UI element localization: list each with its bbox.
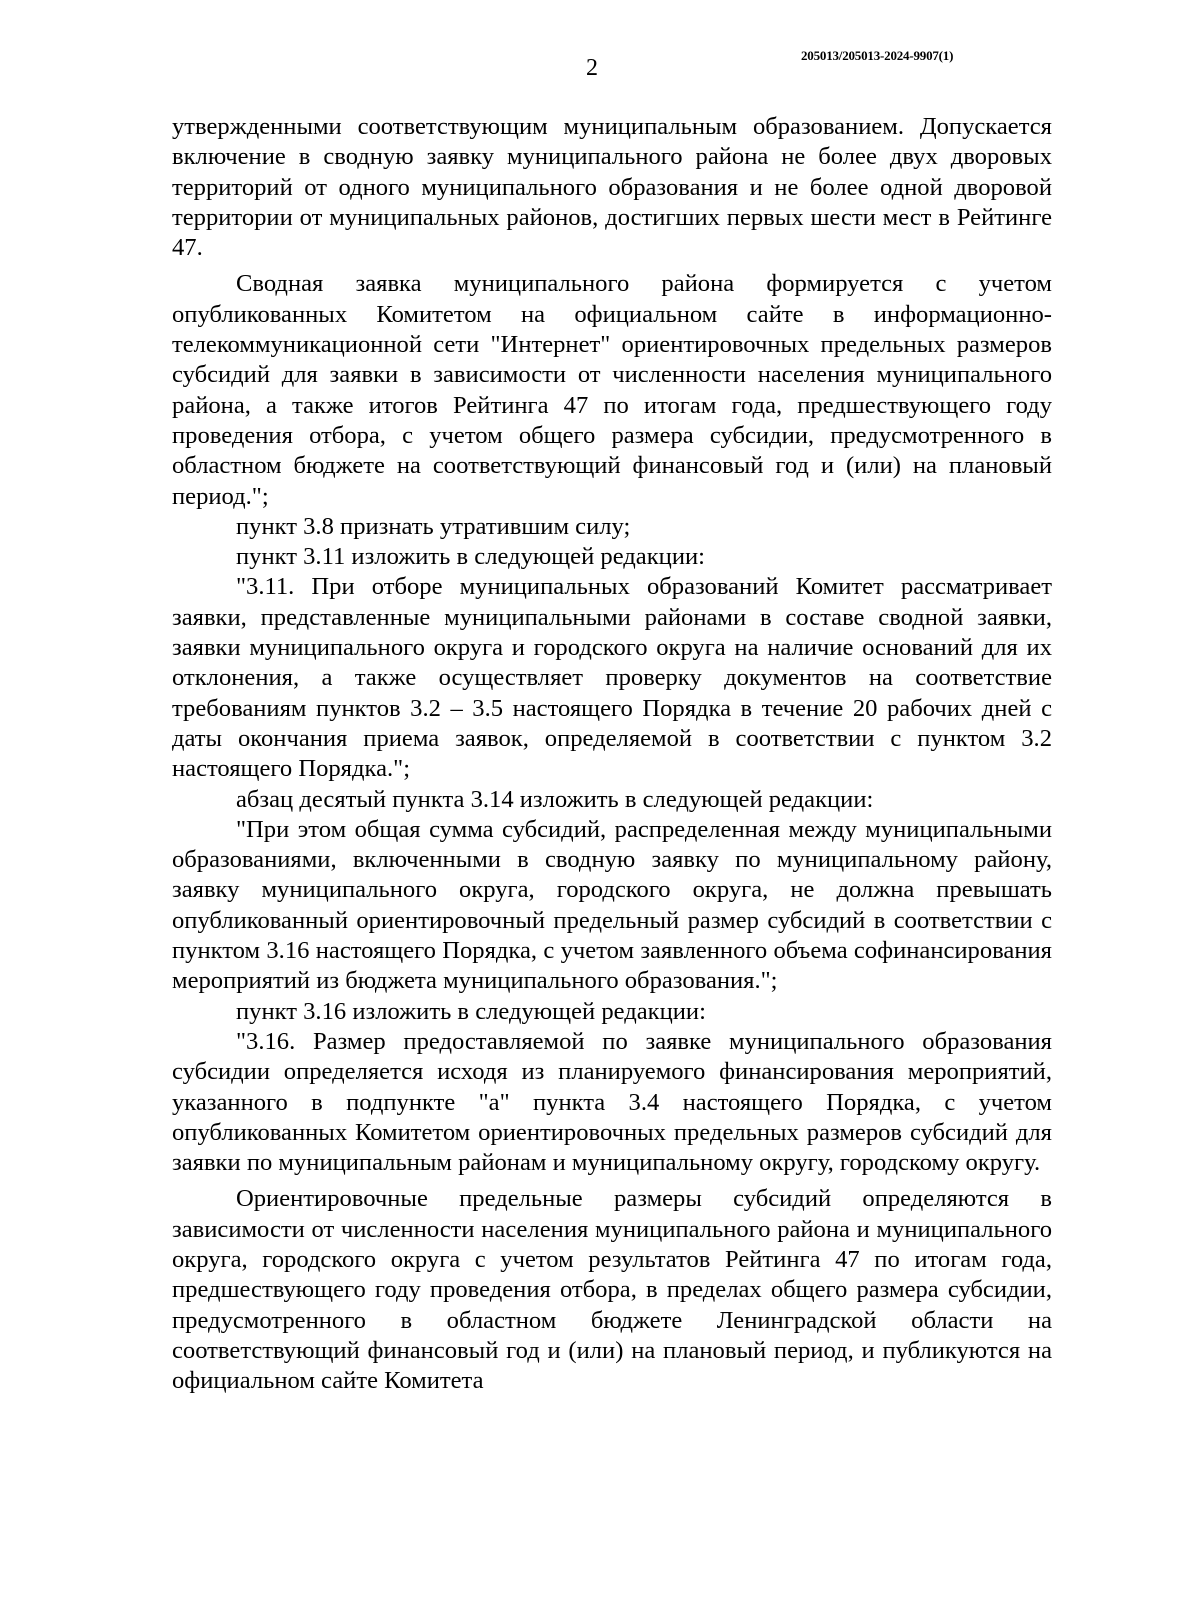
document-body [172, 112, 1052, 1396]
paragraph-amend-3-11-intro: пункт 3.11 изложить в следующей редакции: [236, 543, 705, 571]
paragraph-clause-3-14: "При этом общая сумма субсидий, распределенная между муниципальными образованиями, включенными в сводную заявку по муниципальному району, заявку муниципального округа, городского округа, не должна превышать опубликованный ориентировочный предельный размер субсидий в соответствии с пунктом 3.16 настоящего Порядка, с учетом заявленного объема софинансирования мероприятий из бюджета муниципального образования."; [172, 815, 1052, 995]
paragraph-amend-3-16-intro: пункт 3.16 изложить в следующей редакции: [236, 997, 706, 1025]
paragraph-amend-3-8: пункт 3.8 признать утратившим силу; [236, 512, 631, 540]
paragraph-summary-application: Сводная заявка муниципального района формируется с учетом опубликованных Комитетом на официальном сайте в информационно-телекоммуникационной сети "Интернет" ориентировочных предельных размеров субсидий для заявки в зависимости от численности населения муниципального района, а также итогов Рейтинга 47 по итогам года, предшествующего году проведения отбора, с учетом общего размера субсидии, предусмотренного в областном бюджете на соответствующий финансовый год и (или) на плановый период."; [172, 270, 1052, 510]
document-code: 205013/205013-2024-9907(1) [801, 48, 954, 63]
paragraph-continuation: утвержденными соответствующим муниципальным образованием. Допускается включение в сводную заявку муниципального района не более двух дворовых территорий от одного муниципального образования и не более одной дворовой территории от муниципальных районов, достигших первых шести мест в Рейтинге 47. [172, 113, 1052, 262]
page-number: 2 [586, 55, 598, 81]
paragraph-clause-3-11: "3.11. При отборе муниципальных образований Комитет рассматривает заявки, представленные муниципальными районами в составе сводной заявки, заявки муниципального округа и городского округа на наличие оснований для их отклонения, а также осуществляет проверку документов на соответствие требованиям пунктов 3.2 – 3.5 настоящего Порядка в течение 20 рабочих дней с даты окончания приема заявок, определяемой в соответствии с пунктом 3.2 настоящего Порядка."; [172, 573, 1052, 783]
paragraph-clause-3-16: "3.16. Размер предоставляемой по заявке муниципального образования субсидии определяется исходя из планируемого финансирования мероприятий, указанного в подпункте "а" пункта 3.4 настоящего Порядка, с учетом опубликованных Комитетом ориентировочных предельных размеров субсидий для заявки по муниципальным районам и муниципальному округу, городскому округу. [172, 1027, 1052, 1177]
paragraph-amend-3-14-intro: абзац десятый пункта 3.14 изложить в следующей редакции: [236, 785, 874, 813]
paragraph-subsidy-limits: Ориентировочные предельные размеры субсидий определяются в зависимости от численности населения муниципального района и муниципального округа, городского округа с учетом результатов Рейтинга 47 по итогам года, предшествующего году проведения отбора, в пределах общего размера субсидии, предусмотренного в областном бюджете Ленинградской области на соответствующий финансовый год и (или) на плановый период, и публикуются на официальном сайте Комитета [172, 1185, 1052, 1395]
